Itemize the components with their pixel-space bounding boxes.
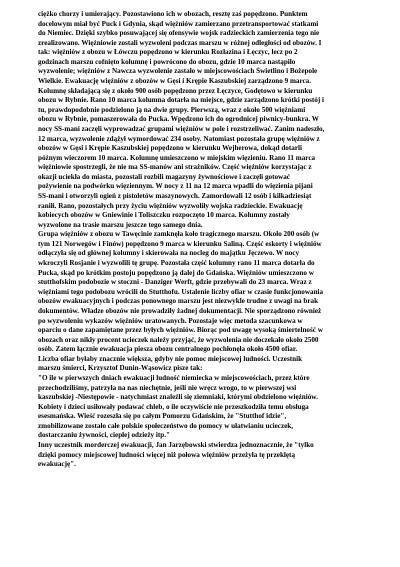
text-line: po wyzwoleniu wykazów więźniów uratowanych. Pozostaje więc metoda szacunkowa w [38, 316, 303, 325]
text-line: ewakuację". [38, 460, 76, 469]
text-line: godzinach marszu cofnięto kolumnę i powrócono do obozu, gdzie 10 marca nastąpiło [38, 57, 296, 66]
text-line: późnym wieczorem 10 marca. Kolumnę umieszczono w miejskim więzieniu. Rano 11 marca [38, 153, 316, 162]
text-line: wyzwolenie; więźniów z Nawcza wyzwolenie zastało w miejscowościach Świetlino i Bożepole [38, 67, 318, 76]
text-line: "O ile w pierwszych dniach ewakuacji ludność niemiecka w miejscowościach, przez które [38, 373, 310, 382]
text-line: do Niemiec. Dzięki szybko posuwającej się ofensywie wojsk radzieckich zamierzenia tego nie [38, 29, 320, 38]
text-line: tak: więźniów z obozu w Łówczu popędzono w kierunku Rozłazina i Łęczyc, lecz po 2 [38, 48, 298, 57]
text-line: raniłi. Rano, pozostałych przy życiu więźniów wyzwoliły wojska radzieckie. Ewakuację [38, 201, 303, 210]
text-line: zrealizowano. Więźniowie zostali wyzwoleni podczas marszu w różnej odległości od obozów. I [38, 38, 322, 47]
text-line: kaszubskiej -Niestępowie - natychmiast znaleźli się ziemniaki, którymi obdzielono więźniów. [38, 393, 318, 402]
text-line: okazji uciekła do miasta, pozostali rozbili magazyny żywnościowe i zaczęli gotować [38, 172, 290, 181]
text-line: kobiecych obozów w Gniewinie i Toliszczku rozpoczęto 10 marca. Kolumny zostały [38, 211, 290, 220]
text-line: stutthofskim podobozie w stoczni - Danziger Werft, gdzie przebywali do 23 marca. Wraz z [38, 278, 312, 287]
text-line: przechodziliśmy, patrzyła na nas niechętnie, jeśli nie wręcz wrogo, to w pierwszej wsi [38, 383, 297, 392]
text-line: Kolumnę składającą się z około 900 osób popędzono przez Łęczyce, Godętowo w kierunku [38, 86, 313, 95]
text-line: odłączyła się od głównej kolumny i skierowała na nocleg do majątku Jęczewo. W nocy [38, 249, 300, 258]
text-line: wkroczyli Rosjanie i wyzwolili tę grupę. Pozostała część kolumny rano 11 marca dotarła do [38, 259, 315, 268]
text-line: pożywienie na podwórku więziennym. W nocy z 11 na 12 marca wpadli do więzienia pijani [38, 182, 313, 191]
text-line: 12 marca, wyzwolenie zdążył wymordować 234 osoby. Natomiast pozostała grupę więźniów z [38, 134, 320, 143]
text-line: dostarczaniu żywności, ciepłej odzieży itp." [38, 431, 170, 440]
text-line: Wielkie. Ewakuację więźniów z obozów w Gęsi i Krępie Kaszubskiej zarządzono 9 marca. [38, 77, 312, 86]
text-line: obozów ewakuacyjnych i podczas ponownego marszu jest niezwykle trudne z uwagi na brak [38, 297, 319, 306]
text-line: Kobiety i dzieci usiłowały podawać chleb, o ile oczywiście nie przeszkodziła temu obsługa [38, 402, 309, 411]
text-line: marszu śmierci, Krzysztof Dunin-Wąsowicz pisze tak: [38, 364, 203, 373]
text-line: obozu w Rybnie. Rano 10 marca kolumna dotarła na miejsce, gdzie zarządzono krótki postój i [38, 96, 325, 105]
document-body-text [38, 10, 356, 470]
text-line: osób. Zatem łącznie ewakuacja piesza obozu centralnego pochłonęła około 4500 ofiar. [38, 345, 298, 354]
text-line: SS-mani i otworzyli ogień z pistoletów maszynowych. Zamordowali 12 osób i kilkadziesiąt [38, 191, 312, 200]
text-line: esesmańska. Wieść rozeszła się po całym Pomorzu Gdańskim, że "Stutthof idzie", [38, 412, 287, 421]
text-line: Liczba ofiar byłaby znacznie większa, gdyby nie pomoc miejscowej ludności. Uczestnik [38, 354, 303, 363]
text-line: Pucka, skąd po krótkim postoju popędzono ją dalej do Gdańska. Więźniów umieszczono w [38, 268, 314, 277]
text-line: oparciu o dane zapamiętane przez byłych więźniów. Biorąc pod uwagę wysoką śmiertelność w [38, 326, 323, 335]
text-line: tu, prawdopodobnie podzielono ją na dwie grupy. Pierwszą, wraz z około 500 więźniami [38, 105, 306, 114]
text-line: tym 121 Norwegów i Finów) popędzono 9 marca w kierunku Saliną. Część eskorty i więźniów [38, 239, 322, 248]
text-line: obozów w Gęsi i Krępie Kaszubskiej popędzono w kierunku Wejherowa, dokąd dotarli [38, 144, 302, 153]
text-line: więźniami tego podobozu wrócili do Stutthofu. Ustalenie liczby ofiar w czasie funkcjonowania [38, 287, 324, 296]
text-line: obozu w Rybnie, pomaszerowała do Pucka. Wpędzono ich do ogrodnicej piwnicy-bunkra. W [38, 115, 319, 124]
text-line: Grupa więźniów z obozu w Tawęcinie zamknęła koło tragicznego marszu. Około 200 osób (w [38, 230, 320, 239]
text-line: zmobilizowane zostało całe polskie społeczeństwo do pomocy w ułatwianiu ucieczek, [38, 421, 294, 430]
text-line: obozach oraz nikły procent ucieczek należy przyjąć, że wyzwolenia nie doczekało około 2500 [38, 335, 319, 344]
text-line: docelowym miał być Puck i Gdynia, skąd więźniów zamierzano przetransportować statkami [38, 19, 319, 28]
text-line: wyzwolone na trasie marszu jeszcze tego samego dnia. [38, 220, 203, 229]
text-line: ciężko chorzy i umierający. Pozostawiono ich w obozach, resztę zaś popędzono. Punktem [38, 10, 308, 18]
text-line: dzięki pomocy miejscowej ludności więcej niż połowa więźniów przeżyła tę przeklętą [38, 450, 296, 459]
text-line: więźniowie spostrzegli, że nie ma SS-manów ani strażników. Część więźniów korzystając z [38, 163, 312, 172]
text-line: Inny uczestnik morderczej ewakuacji, Jan Jarzębowski stwierdza jednoznacznie, że "tylko [38, 441, 314, 450]
text-line: nocy SS-mani zaczęli wyprowadzać grupami więźniów w pole i rozstrzeliwać. Zanim nadeszło, [38, 124, 325, 133]
text-line: dokumentów. Władze obozów nie prowadziły żadnej dokumentacji. Nie sporządzono również [38, 306, 322, 315]
